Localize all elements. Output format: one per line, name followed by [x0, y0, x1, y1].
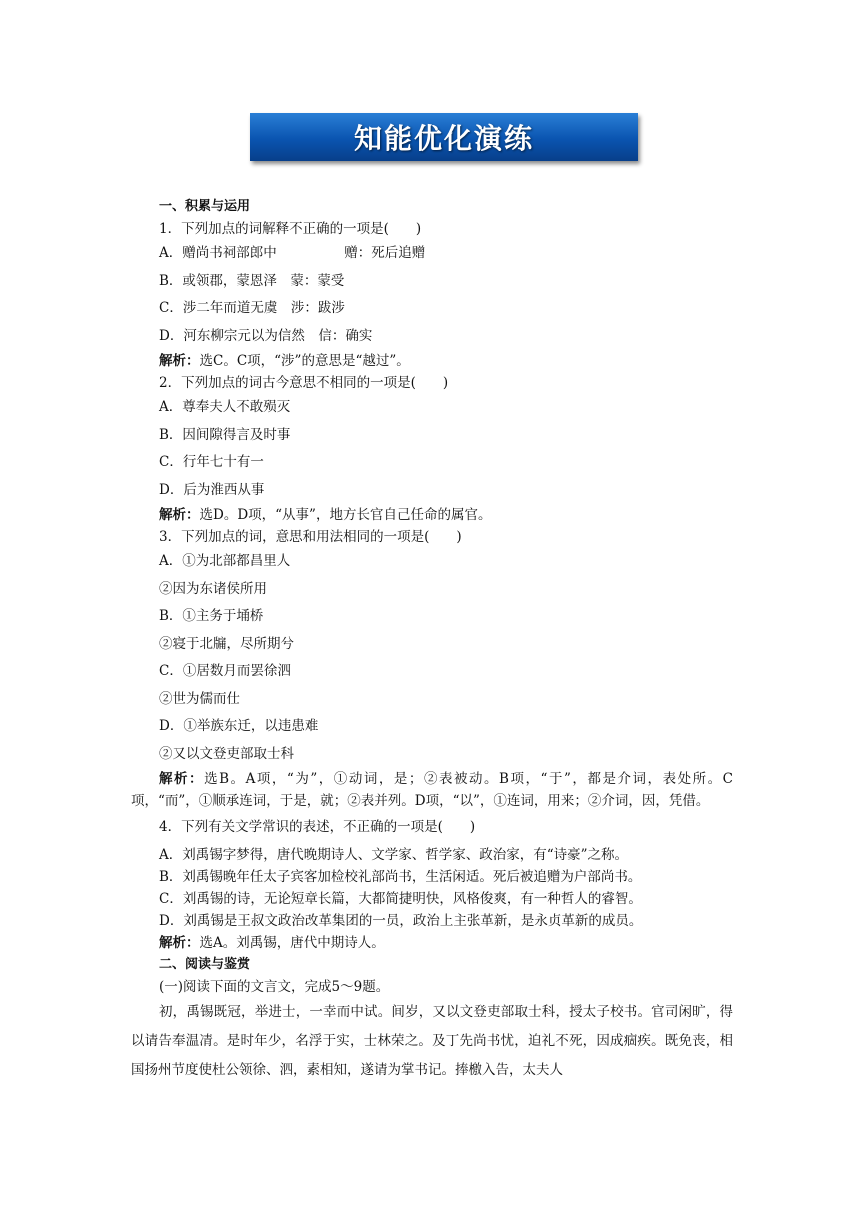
analysis: [131, 932, 733, 954]
option: B．①主务于埇桥: [159, 608, 264, 624]
title-banner: [250, 113, 638, 161]
option: C．涉二年而道无虞 涉：跋涉: [159, 300, 345, 316]
option: ②世为儒而仕: [159, 690, 240, 707]
question-stem: 4．下列有关文学常识的表述，不正确的一项是( ): [159, 819, 476, 835]
option: D．后为淮西从事: [159, 481, 265, 498]
analysis: [131, 504, 733, 526]
option: A．尊奉夫人不敢殒灭: [159, 399, 291, 415]
section-heading: 一、积累与运用: [159, 199, 251, 214]
analysis-text: 选D。D项，“从事”，地方长官自己任命的属官。: [199, 507, 492, 523]
option: D．①举族东迁，以违患难: [159, 718, 319, 734]
option: B．或领郡，蒙恩泽 蒙：蒙受: [159, 272, 345, 289]
analysis-label: 解析：: [159, 771, 205, 787]
option: ②因为东诸侯所用: [159, 580, 267, 597]
section-heading: 二、阅读与鉴赏: [159, 957, 251, 972]
option: ②又以文登吏部取士科: [159, 745, 294, 762]
option: C．①居数月而罢徐泗: [159, 663, 291, 679]
option: B．刘禹锡晚年任太子宾客加检校礼部尚书，生活闲适。死后被追赠为户部尚书。: [159, 869, 642, 885]
analysis-text: 选A。刘禹锡，唐代中期诗人。: [199, 935, 385, 951]
analysis-text: 选B。A项，“为”，①动词，是；②表被动。B项，“于”，都是介词，表处所。C项，“而”，①顺承连词，于是，就；②表并列。D项，“以”，①连词，用来；②介词，因，凭借。: [131, 771, 733, 809]
option: D．河东柳宗元以为信然 信：确实: [159, 327, 373, 344]
question-stem: 2．下列加点的词古今意思不相同的一项是( ): [159, 375, 449, 391]
analysis: [131, 768, 733, 812]
analysis: [131, 350, 733, 372]
classical-passage: 初，禹锡既冠，举进士，一幸而中试。间岁，又以文登吏部取士科，授太子校书。官司闲旷，得以请告奉温凊。是时年少，名浮于实，士林荣之。及丁先尚书忧，迫礼不死，因成痼疾。既免丧，相国扬州节度使杜公领徐、泗，素相知，遂请为掌书记。捧檄入告，太夫人: [131, 1004, 733, 1078]
banner-title: 知能优化演练: [353, 122, 534, 155]
reading-intro: (一)阅读下面的文言文，完成5～9题。: [159, 979, 390, 995]
analysis-label: 解析：: [159, 507, 200, 523]
analysis-label: 解析：: [159, 935, 200, 951]
option: A．①为北部都昌里人: [159, 553, 291, 569]
question-stem: 1．下列加点的词解释不正确的一项是( ): [159, 221, 422, 237]
option: A．赠尚书祠部郎中 赠：死后追赠: [159, 245, 426, 261]
option: ②寝于北牖，尽所期兮: [159, 635, 294, 652]
option: B．因间隙得言及时事: [159, 426, 291, 443]
option: A．刘禹锡字梦得，唐代晚期诗人、文学家、哲学家、政治家，有“诗豪”之称。: [159, 847, 629, 863]
document-body: [131, 194, 733, 1085]
option: C．行年七十有一: [159, 454, 264, 470]
option: D．刘禹锡是王叔文政治改革集团的一员，政治上主张革新，是永贞革新的成员。: [159, 913, 643, 929]
analysis-label: 解析：: [159, 353, 200, 369]
analysis-text: 选C。C项，“涉”的意思是“越过”。: [199, 353, 410, 369]
option: C．刘禹锡的诗，无论短章长篇，大都简捷明快，风格俊爽，有一种哲人的睿智。: [159, 891, 642, 907]
question-stem: 3．下列加点的词，意思和用法相同的一项是( ): [159, 529, 462, 545]
